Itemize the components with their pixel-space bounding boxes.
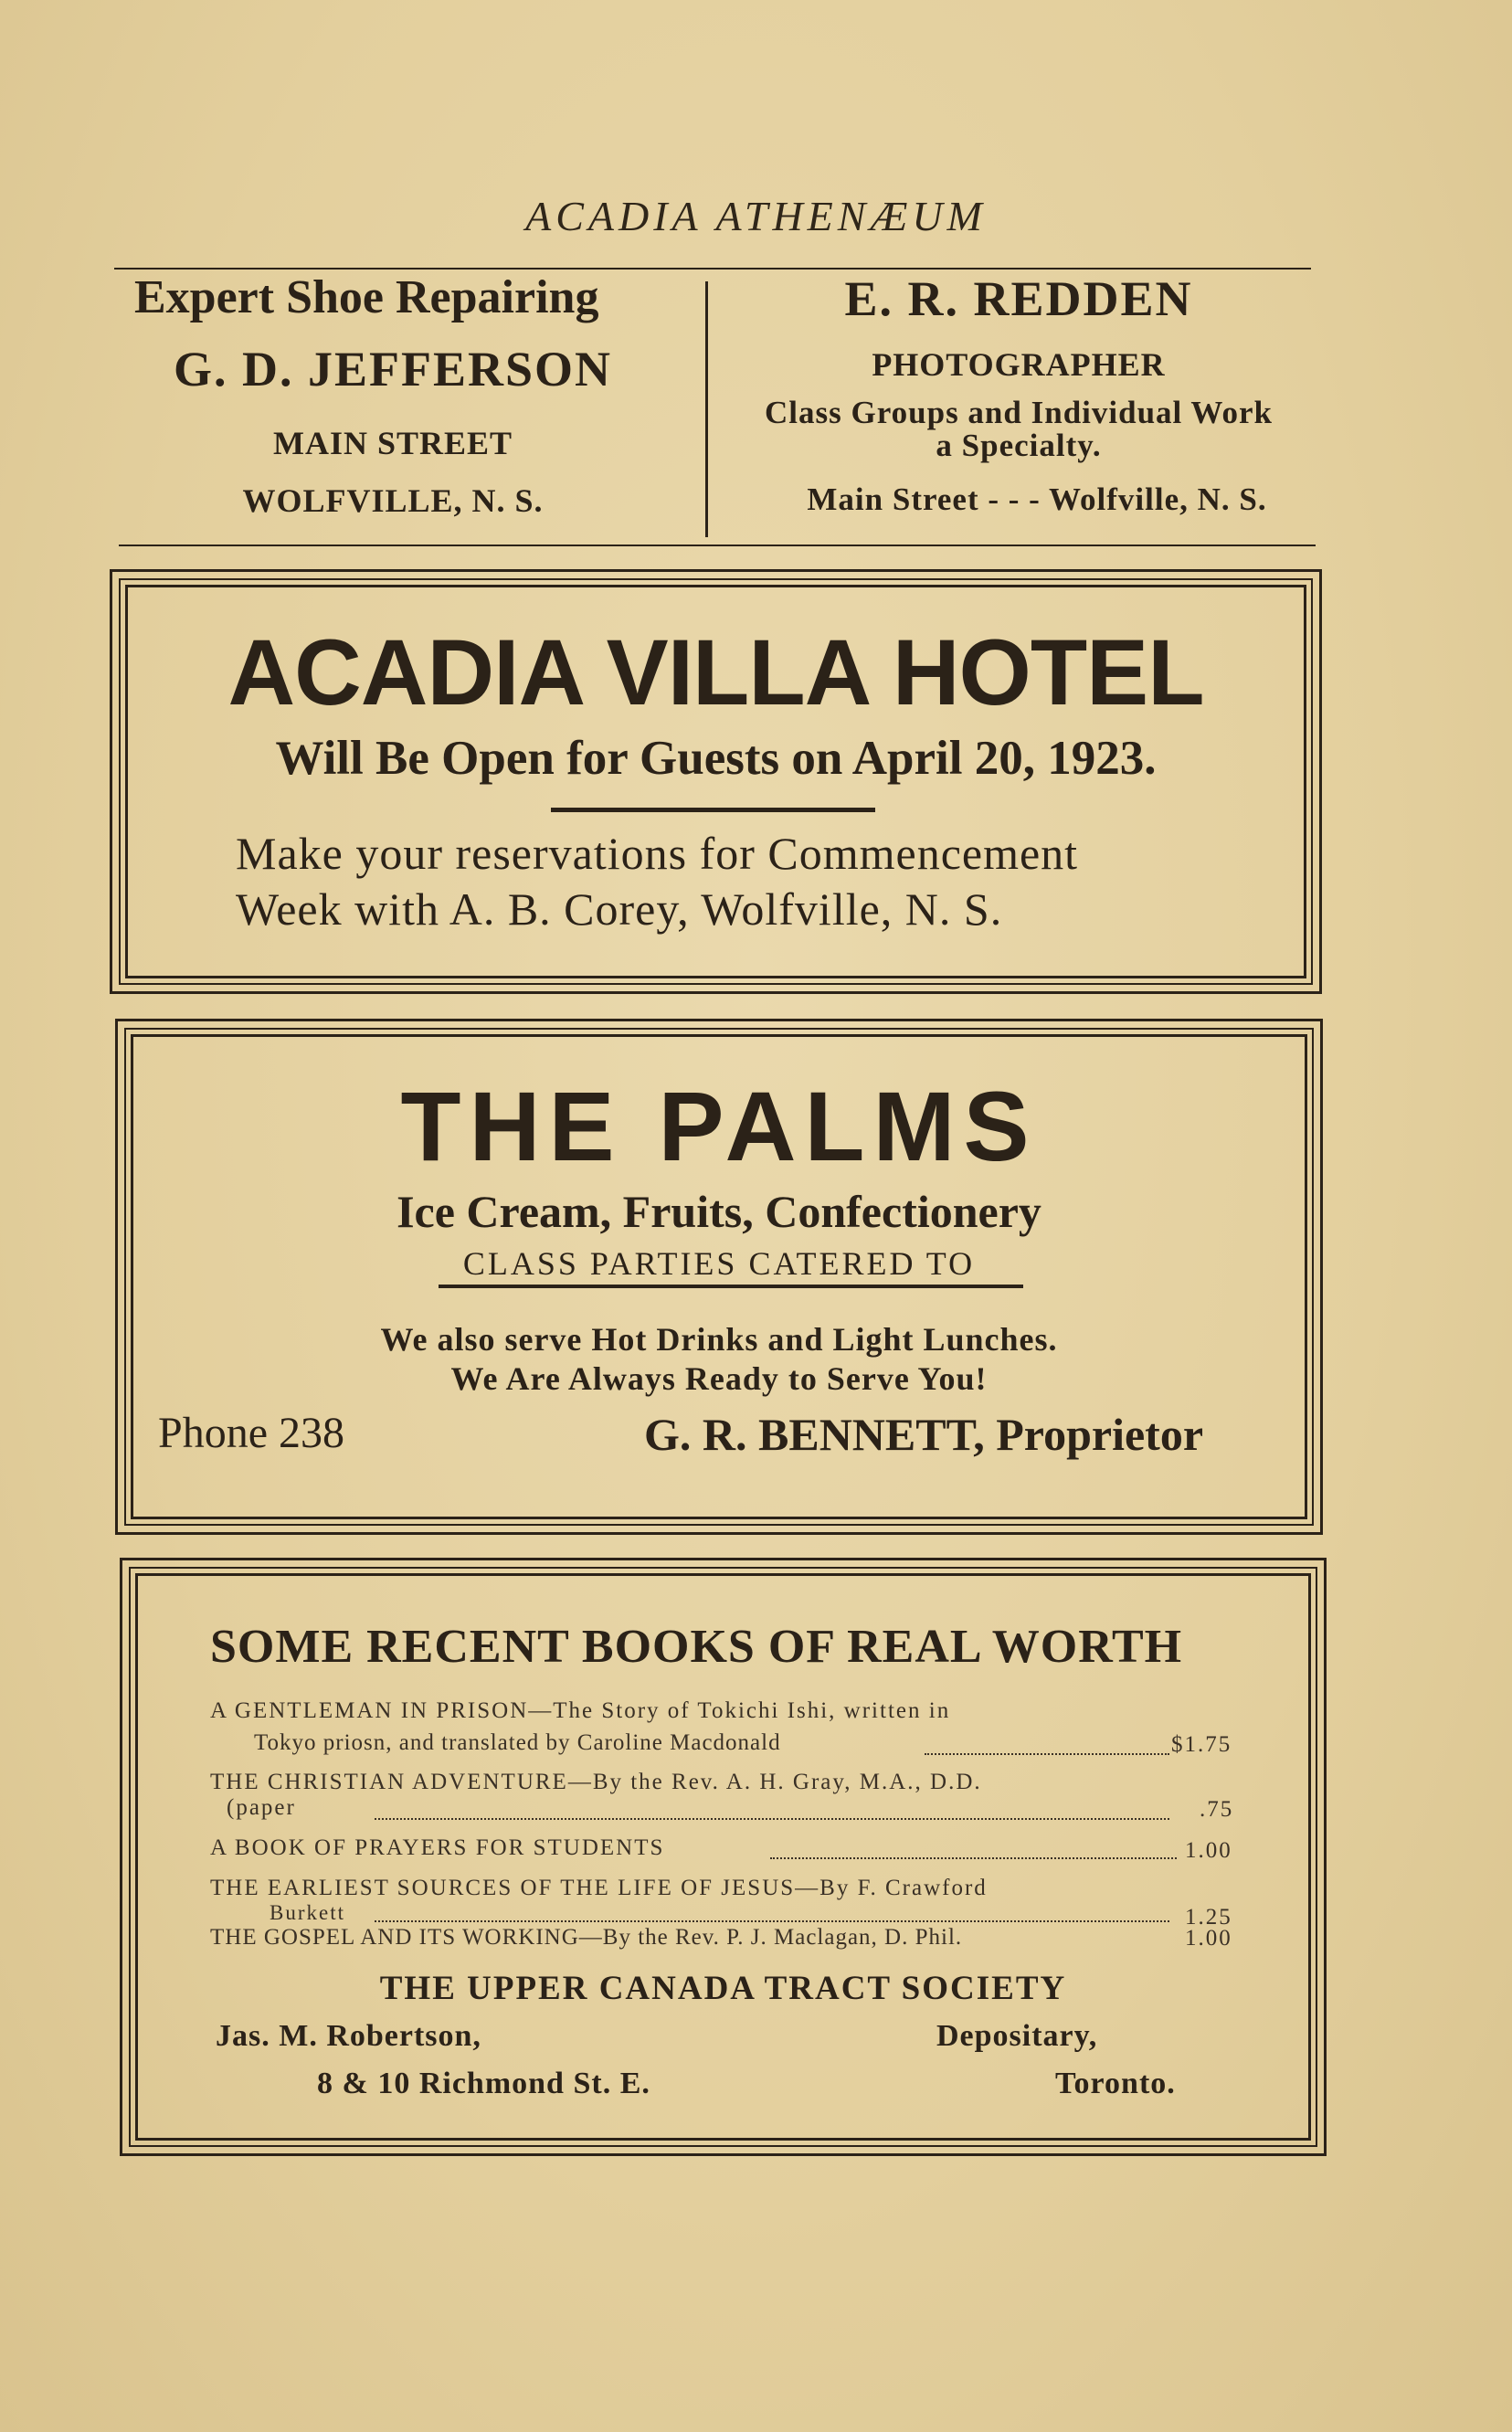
jefferson-street: MAIN STREET	[272, 425, 513, 461]
book-5-line1: THE GOSPEL AND ITS WORKING—By the Rev. P. J. Maclagan, D. Phil.	[210, 1925, 963, 1950]
palms-tagline: CLASS PARTIES CATERED TO	[462, 1245, 976, 1282]
hotel-divider	[551, 808, 875, 812]
bottom-rule	[119, 545, 1316, 546]
palms-title: THE PALMS	[400, 1071, 1038, 1181]
book-2-leader	[375, 1818, 1169, 1820]
book-4-line2: Burkett	[270, 1901, 345, 1924]
palms-subtitle: Ice Cream, Fruits, Confectionery	[397, 1186, 1041, 1237]
books-address: 8 & 10 Richmond St. E.	[317, 2067, 650, 2100]
books-title: SOME RECENT BOOKS OF REAL WORTH	[210, 1621, 1183, 1673]
book-1-line1: A GENTLEMAN IN PRISON—The Story of Tokichi Ishi, written in	[210, 1698, 951, 1723]
book-1-price: $1.75	[1171, 1732, 1232, 1757]
running-head: ACADIA ATHENÆUM	[525, 193, 987, 239]
palms-line2: We Are Always Ready to Serve You!	[450, 1360, 988, 1397]
jefferson-line1: Expert Shoe Repairing	[134, 271, 599, 323]
palms-line1: We also serve Hot Drinks and Light Lunches.	[380, 1321, 1058, 1358]
palms-tagline-underline	[439, 1285, 1023, 1288]
book-4-leader	[375, 1920, 1169, 1922]
palms-phone: Phone 238	[158, 1409, 344, 1457]
hotel-line1: Make your reservations for Commencement	[236, 828, 1079, 879]
book-3-line1: A BOOK OF PRAYERS FOR STUDENTS	[210, 1835, 665, 1860]
column-divider	[705, 281, 708, 537]
redden-line1: Class Groups and Individual Work	[765, 395, 1273, 430]
books-city: Toronto.	[1055, 2067, 1176, 2100]
book-1-line2: Tokyo priosn, and translated by Caroline Macdonald	[254, 1730, 781, 1755]
book-1-leader	[925, 1753, 1169, 1755]
top-rule	[114, 268, 1311, 270]
book-4-price: 1.25	[1185, 1905, 1232, 1930]
hotel-line2: Week with A. B. Corey, Wolfville, N. S.	[236, 883, 1003, 935]
book-3-price: 1.00	[1185, 1838, 1232, 1863]
book-2-line1: THE CHRISTIAN ADVENTURE—By the Rev. A. H. Gray, M.A., D.D.	[210, 1770, 982, 1794]
book-2-price: .75	[1200, 1797, 1234, 1822]
books-society: THE UPPER CANADA TRACT SOCIETY	[379, 1970, 1067, 2007]
book-5-price: 1.00	[1185, 1926, 1232, 1951]
jefferson-name: G. D. JEFFERSON	[173, 342, 613, 397]
redden-line2: a Specialty.	[936, 428, 1102, 463]
hotel-subtitle: Will Be Open for Guests on April 20, 1923.	[275, 732, 1157, 785]
books-agent: Jas. M. Robertson,	[216, 2019, 481, 2053]
book-3-leader	[770, 1857, 1177, 1859]
book-4-line1: THE EARLIEST SOURCES OF THE LIFE OF JESUS—By F. Crawford	[210, 1876, 988, 1900]
palms-proprietor: G. R. BENNETT, Proprietor	[644, 1409, 1204, 1460]
books-role: Depositary,	[936, 2019, 1098, 2053]
redden-address: Main Street - - - Wolfville, N. S.	[807, 481, 1267, 517]
book-2-line2: (paper	[227, 1795, 296, 1820]
hotel-title: ACADIA VILLA HOTEL	[227, 620, 1204, 724]
redden-name: E. R. REDDEN	[844, 271, 1193, 326]
jefferson-town: WOLFVILLE, N. S.	[242, 482, 544, 519]
redden-trade: PHOTOGRAPHER	[872, 346, 1166, 383]
